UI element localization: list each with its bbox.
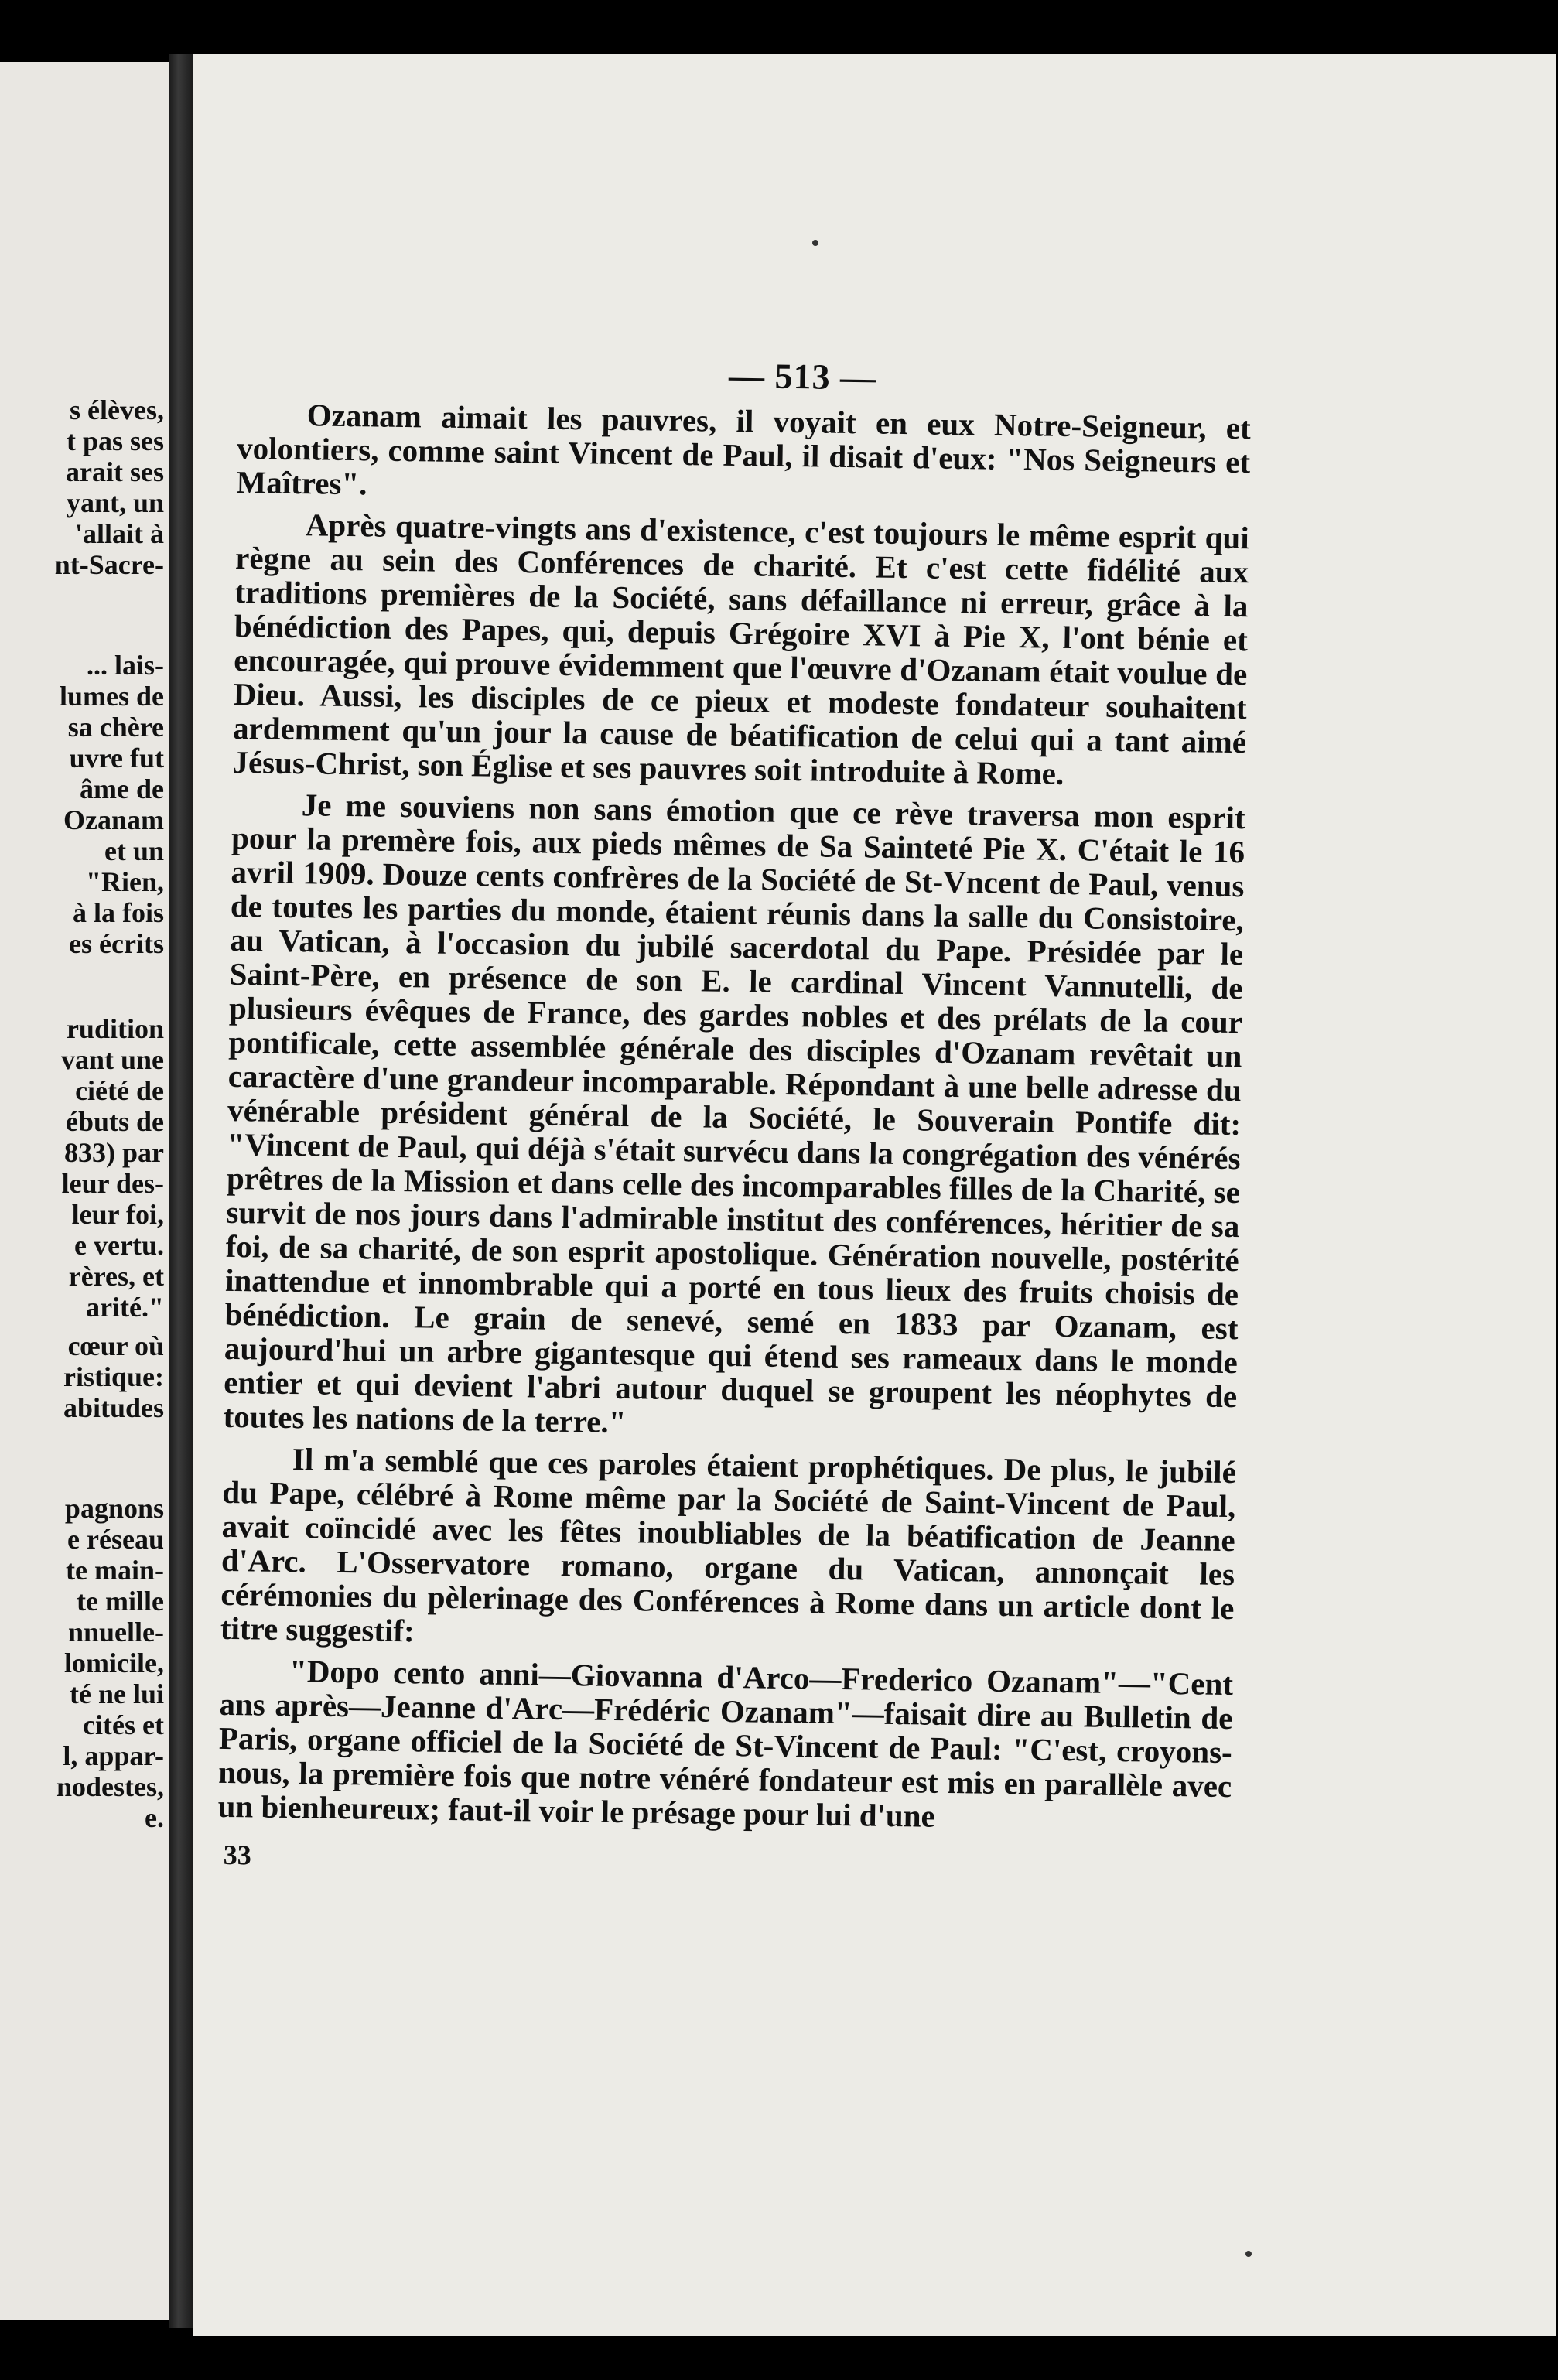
left-fragment-line: lomicile,: [64, 1648, 164, 1678]
left-fragment-line: e vertu.: [74, 1230, 164, 1261]
previous-page-fragment: [0, 62, 169, 2320]
left-fragment-line: s élèves,: [70, 394, 164, 425]
left-fragment-line: nnuelle-: [67, 1617, 164, 1648]
left-fragment-line: ébuts de: [65, 1106, 164, 1137]
left-fragment-line: 833) par: [64, 1137, 164, 1168]
paragraph-5: "Dopo cento anni—Giovanna d'Arco—Frederico Ozanam"—"Cent ans après—Jeanne d'Arc—Frédéric Ozanam"—faisait dire au Bulletin de Paris, organe officiel de la Société de St-Vincent de Paul: "C'est, croyons-nous, la première fois que notre vénéré fondateur est mis en parallèle avec un bienheureux; faut-il voir le présage pour lui d'une: [217, 1653, 1234, 1834]
left-fragment-line: à la fois: [72, 897, 164, 928]
left-fragment-line: leur des-: [61, 1168, 164, 1199]
page-number: — 513 —: [728, 355, 877, 398]
left-fragment-line: e réseau: [67, 1524, 164, 1555]
speck-mark: [1245, 2251, 1252, 2257]
left-fragment-line: e.: [145, 1802, 164, 1833]
left-text-group-5: [0, 1493, 164, 1833]
left-fragment-line: rères, et: [68, 1261, 164, 1292]
left-text-group-1: [0, 394, 164, 580]
left-fragment-line: lumes de: [60, 681, 164, 712]
left-fragment-line: uvre fut: [69, 743, 164, 773]
left-fragment-line: pagnons: [64, 1493, 164, 1524]
left-fragment-line: ciété de: [75, 1075, 164, 1106]
left-fragment-line: l, appar-: [63, 1740, 164, 1771]
left-fragment-line: "Rien,: [86, 866, 164, 897]
paragraph-2: Après quatre-vingts ans d'existence, c'est toujours le même esprit qui règne au sein des Conférences de charité. Et c'est cette fidélité aux traditions premières de la Société, sans défaillance ni erreur, grâce à la bénédiction des Papes, qui, depuis Grégoire XVI à Pie X, l'ont bénie et encouragée, qui prouve évidemment que l'œuvre d'Ozanam était voulue de Dieu. Aussi, les disciples de ce pieux et modeste fondateur souhaitent ardemment qu'un jour la cause de béatification de celui qui a tant aimé Jésus-Christ, son Église et ses pauvres soit introduite à Rome.: [232, 507, 1250, 791]
left-fragment-line: nt-Sacre-: [54, 549, 164, 580]
book-spine: [169, 54, 193, 2328]
left-fragment-line: sa chère: [67, 712, 164, 743]
left-fragment-line: ... lais-: [86, 650, 164, 681]
left-fragment-line: 'allait à: [75, 518, 164, 549]
left-fragment-line: ristique:: [63, 1361, 164, 1392]
left-fragment-line: Ozanam: [63, 804, 164, 835]
left-fragment-line: t pas ses: [66, 425, 164, 456]
left-text-group-4: [0, 1330, 164, 1423]
left-fragment-line: te mille: [77, 1586, 164, 1617]
paragraph-3: Je me souviens non sans émotion que ce rève traversa mon esprit pour la premère fois, aux pieds mêmes de Sa Sainteté Pie X. C'était le 16 avril 1909. Douze cents confrères de la Société de St-Vncent de Paul, venus de toutes les parties du monde, étaient réunis dans la salle du Consistoire, au Vatican, à l'occasion du jubilé sacerdotal du Pape. Présidée par le Saint-Père, en présence de son E. le cardinal Vincent Vannutelli, de plusieurs évêques de France, des gardes nobles et des prélats de la cour pontificale, cette assemblée générale des disciples d'Ozanam revêtait un caractère d'une grandeur incomparable. Répondant à une belle adresse du vénérable président général de la Société, le Souverain Pontife dit: "Vincent de Paul, qui déjà s'était survécu dans la congrégation des vénérés prêtres de la Mission et dans celle des incomparables filles de la Charité, se survit de nos jours dans l'admirable institut des conférences, héritier de sa foi, de sa charité, de son esprit apostolique. Génération nouvelle, postérité inattendue et innombrable qui a porté en tous lieux des fruits choisis de bénédiction. Le grain de senevé, semé en 1833 par Ozanam, est aujourd'hui un arbre gigantesque qui étend ses rameaux dans le monde entier et qui devient l'abri autour duquel se groupent les néophytes de toutes les nations de la terre.": [223, 787, 1245, 1440]
left-fragment-line: te main-: [66, 1555, 164, 1586]
left-fragment-line: rudition: [66, 1013, 164, 1044]
paragraph-1: Ozanam aimait les pauvres, il voyait en eux Notre-Seigneur, et volontiers, comme saint Vincent de Paul, il disait d'eux: "Nos Seigneurs et Maîtres".: [236, 397, 1252, 502]
left-text-group-3: [0, 1013, 164, 1323]
left-fragment-line: âme de: [80, 773, 164, 804]
signature-mark: 33: [223, 1839, 252, 1871]
left-fragment-line: nodestes,: [56, 1771, 164, 1802]
left-fragment-line: vant une: [60, 1044, 164, 1075]
left-fragment-line: leur foi,: [71, 1199, 164, 1230]
left-fragment-line: arité.": [86, 1292, 164, 1323]
left-fragment-line: té ne lui: [70, 1678, 164, 1709]
left-fragment-line: et un: [104, 835, 164, 866]
left-text-group-2: [0, 650, 164, 959]
main-page: [193, 54, 1556, 2336]
left-fragment-line: cités et: [83, 1709, 164, 1740]
left-fragment-line: es écrits: [69, 928, 164, 959]
paragraph-4: Il m'a semblé que ces paroles étaient prophétiques. De plus, le jubilé du Pape, célébré à Rome même par la Société de Saint-Vincent de Paul, avait coïncidé avec les fêtes inoubliables de la béatification de Jeanne d'Arc. L'Osservatore romano, organe du Vatican, annonçait les cérémonies du pèlerinage des Conférences à Rome dans un article dont le titre suggestif:: [220, 1441, 1237, 1649]
page-content: [217, 348, 1252, 1885]
left-fragment-line: abitudes: [63, 1392, 164, 1423]
left-fragment-line: yant, un: [66, 487, 164, 518]
left-fragment-line: arait ses: [66, 456, 164, 487]
left-fragment-line: cœur où: [67, 1330, 164, 1361]
speck-mark: [812, 240, 818, 246]
